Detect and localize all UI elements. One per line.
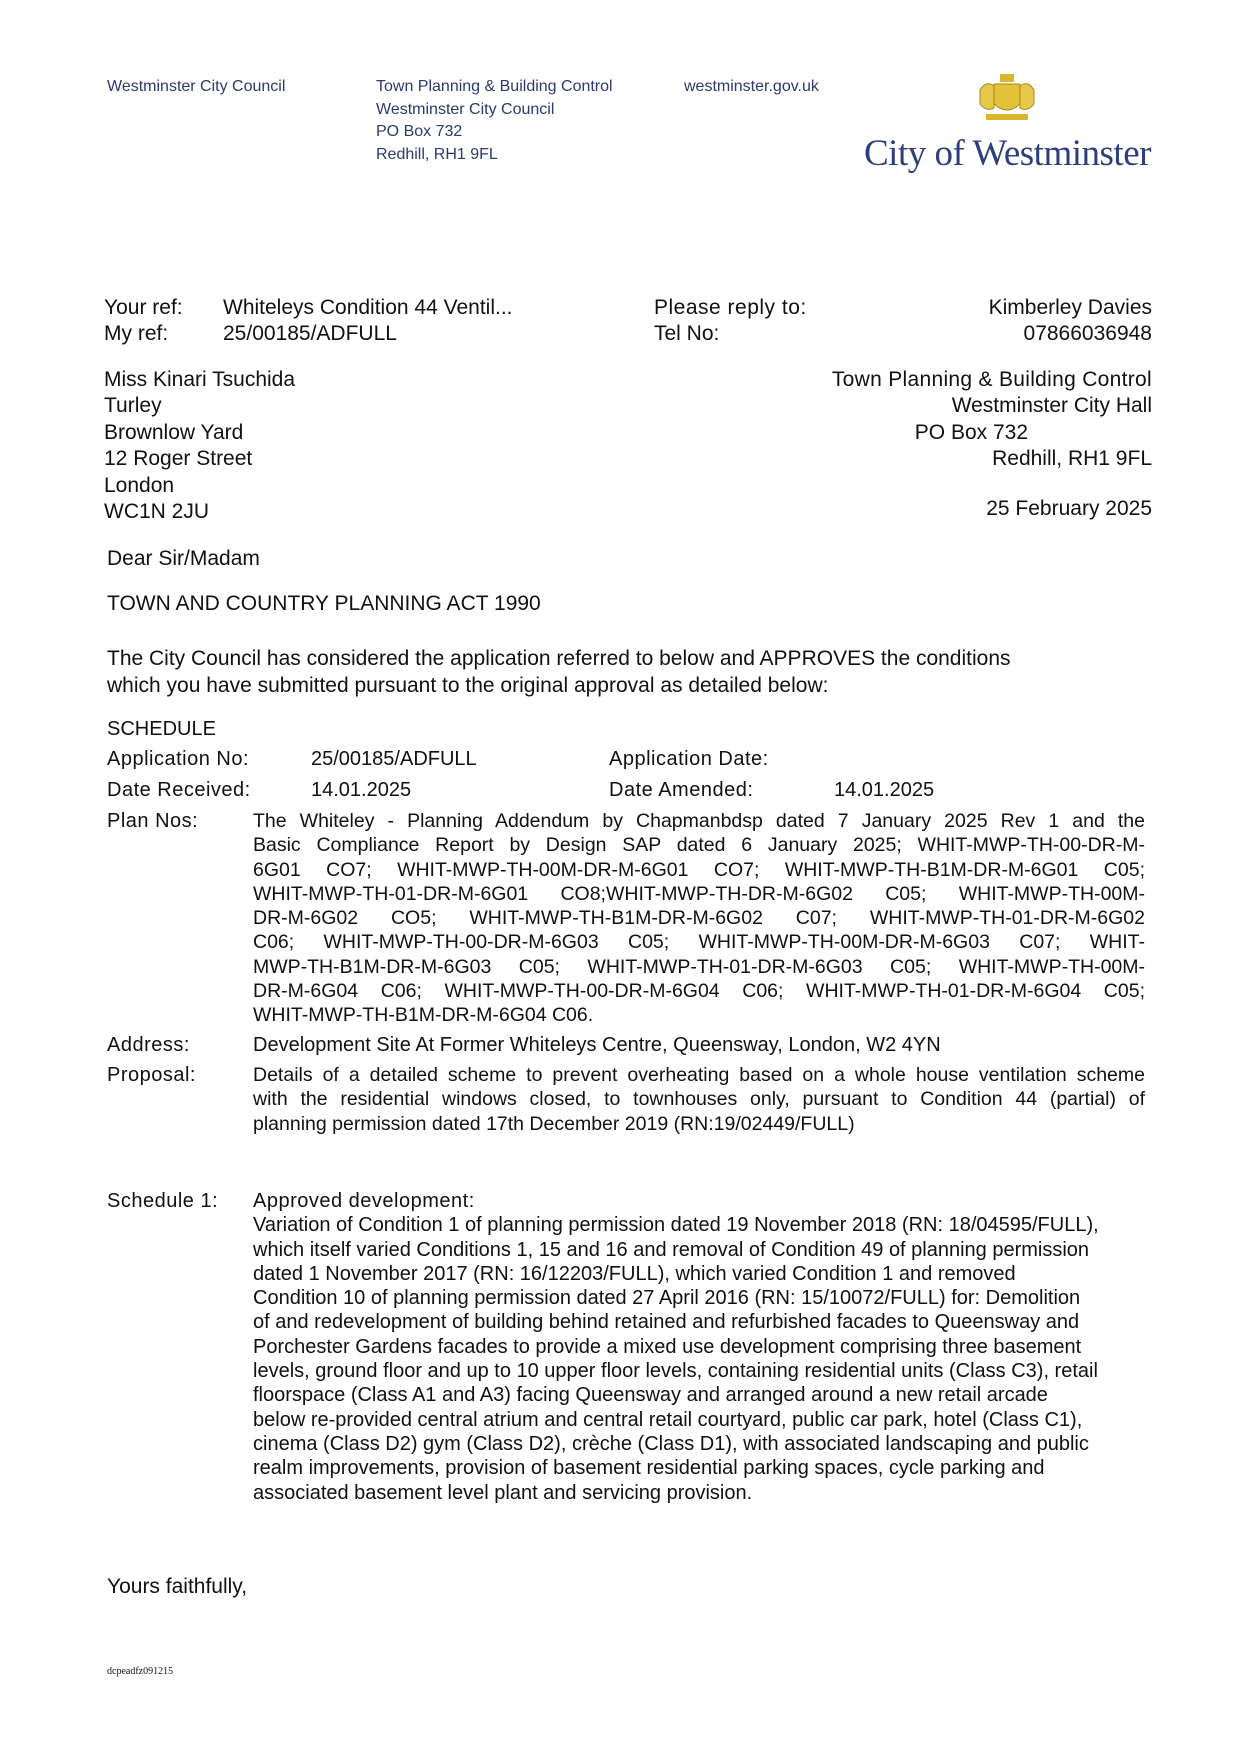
schedule1-line: which itself varied Conditions 1, 15 and 16 and removal of Condition 49 of planning permission	[253, 1238, 1090, 1261]
schedule1-line: below re-provided central atrium and central retail courtyard, public car park, hotel (Class C1),	[253, 1408, 1083, 1431]
schedule1-line: realm improvements, provision of basement residential parking spaces, cycle parking and	[253, 1457, 1045, 1480]
schedule1-line: floorspace (Class A1 and A3) facing Queensway and arranged around a new retail arcade	[253, 1384, 1048, 1407]
schedule-title: SCHEDULE	[107, 718, 216, 740]
header-org: Westminster City Council	[107, 78, 286, 95]
recipient-line: Miss Kinari Tsuchida	[104, 368, 296, 391]
tel-number: 07866036948	[1023, 322, 1152, 345]
date-amended-value: 14.01.2025	[834, 779, 935, 801]
city-of-westminster-logo: City of Westminster	[864, 133, 1151, 174]
schedule1-line: Porchester Gardens facades to provide a mixed use development comprising three basement	[253, 1335, 1082, 1358]
date-received-value: 14.01.2025	[311, 779, 412, 801]
sender-address	[832, 367, 1152, 473]
plan-line: MWP-TH-B1M-DR-M-6G03 C05; WHIT-MWP-TH-01-DR-M-6G03 C05; WHIT-MWP-TH-00M-	[253, 955, 1145, 978]
my-ref-value: 25/00185/ADFULL	[223, 322, 397, 345]
dept-line: PO Box 732	[376, 123, 463, 140]
proposal-line: Details of a detailed scheme to prevent overheating based on a whole house ventilation scheme	[253, 1064, 1145, 1086]
application-date-label: Application Date:	[609, 748, 769, 770]
schedule1-line: cinema (Class D2) gym (Class D2), crèche (Class D1), with associated landscaping and public	[253, 1432, 1089, 1455]
recipient-address	[104, 367, 295, 525]
header-website[interactable]: westminster.gov.uk	[684, 78, 819, 95]
your-ref-value: Whiteleys Condition 44 Ventil...	[223, 296, 513, 319]
act-heading: TOWN AND COUNTRY PLANNING ACT 1990	[107, 592, 541, 615]
schedule1-label: Schedule 1:	[107, 1190, 219, 1212]
plan-line: DR-M-6G02 CO5; WHIT-MWP-TH-B1M-DR-M-6G02 C07; WHIT-MWP-TH-01-DR-M-6G02	[253, 907, 1145, 930]
plan-nos-text	[253, 809, 1145, 1028]
schedule1-text	[253, 1189, 1099, 1505]
application-no-label: Application No:	[107, 748, 250, 770]
plan-line: WHIT-MWP-TH-01-DR-M-6G01 CO8;WHIT-MWP-TH-DR-M-6G02 C05; WHIT-MWP-TH-00M-	[253, 882, 1145, 905]
sender-line: Redhill, RH1 9FL	[992, 447, 1152, 471]
sender-line: Town Planning & Building Control	[831, 368, 1152, 391]
schedule1-line: dated 1 November 2017 (RN: 16/12203/FULL), which varied Condition 1 and removed	[253, 1262, 1016, 1285]
intro-line: which you have submitted pursuant to the original approval as detailed below:	[107, 674, 829, 697]
address-value: Development Site At Former Whiteleys Centre, Queensway, London, W2 4YN	[253, 1034, 941, 1056]
application-no-value: 25/00185/ADFULL	[311, 748, 477, 770]
proposal-label: Proposal:	[107, 1064, 196, 1086]
plan-line: DR-M-6G04 C06; WHIT-MWP-TH-00-DR-M-6G04 C06; WHIT-MWP-TH-01-DR-M-6G04 C05;	[253, 980, 1145, 1003]
recipient-line: London	[104, 473, 175, 497]
plan-line: The Whiteley - Planning Addendum by Chapmanbdsp dated 7 January 2025 Rev 1 and the	[253, 810, 1145, 832]
salutation: Dear Sir/Madam	[107, 547, 260, 570]
schedule1-line: associated basement level plant and servicing provision.	[253, 1481, 753, 1504]
plan-line: WHIT-MWP-TH-B1M-DR-M-6G04 C06.	[253, 1004, 594, 1027]
dept-line: Town Planning & Building Control	[376, 78, 613, 95]
reply-to-label: Please reply to:	[654, 296, 807, 319]
your-ref-label: Your ref:	[104, 296, 183, 319]
plan-nos-label: Plan Nos:	[107, 810, 199, 832]
schedule1-line: Condition 10 of planning permission dated 27 April 2016 (RN: 15/10072/FULL) for: Demolition	[253, 1287, 1081, 1310]
date-received-label: Date Received:	[107, 779, 251, 801]
schedule1-line: of and redevelopment of building behind retained and refurbished facades to Queensway and	[253, 1311, 1080, 1334]
plan-line: Basic Compliance Report by Design SAP dated 6 January 2025; WHIT-MWP-TH-00-DR-M-	[253, 834, 1145, 857]
proposal-line: planning permission dated 17th December 2019 (RN:19/02449/FULL)	[253, 1112, 855, 1135]
schedule1-line: levels, ground floor and up to 10 upper floor levels, containing residential units (Class C3), retail	[253, 1360, 1098, 1383]
intro-line: The City Council has considered the application referred to below and APPROVES the conditions	[107, 647, 1011, 670]
intro-paragraph	[107, 645, 1011, 699]
recipient-line: 12 Roger Street	[104, 447, 253, 471]
proposal-line: with the residential windows closed, to townhouses only, pursuant to Condition 44 (partial) of	[253, 1088, 1145, 1111]
sender-line: Westminster City Hall	[951, 394, 1152, 418]
schedule1-title: Approved development:	[253, 1190, 475, 1212]
letter-date: 25 February 2025	[986, 497, 1152, 520]
tel-label: Tel No:	[654, 322, 720, 345]
dept-line: Redhill, RH1 9FL	[376, 145, 498, 163]
recipient-line: WC1N 2JU	[104, 500, 210, 524]
coat-of-arms-icon	[972, 72, 1042, 124]
recipient-line: Brownlow Yard	[104, 420, 244, 444]
dept-line: Westminster City Council	[376, 100, 555, 118]
footer-code: dcpeadfz091215	[107, 1666, 174, 1677]
recipient-line: Turley	[104, 394, 162, 418]
sender-line: PO Box 732	[914, 420, 1028, 444]
schedule1-line: Variation of Condition 1 of planning permission dated 19 November 2018 (RN: 18/04595/FULL),	[253, 1214, 1099, 1237]
my-ref-label: My ref:	[104, 322, 169, 345]
address-label: Address:	[107, 1034, 190, 1056]
date-amended-label: Date Amended:	[609, 779, 754, 801]
plan-line: 6G01 CO7; WHIT-MWP-TH-00M-DR-M-6G01 CO7; WHIT-MWP-TH-B1M-DR-M-6G01 C05;	[253, 858, 1145, 881]
reply-to-name: Kimberley Davies	[988, 296, 1152, 319]
plan-line: C06; WHIT-MWP-TH-00-DR-M-6G03 C05; WHIT-MWP-TH-00M-DR-M-6G03 C07; WHIT-	[253, 931, 1145, 954]
closing: Yours faithfully,	[107, 1575, 248, 1598]
proposal-text	[253, 1063, 1145, 1136]
header-department-address	[376, 76, 613, 166]
